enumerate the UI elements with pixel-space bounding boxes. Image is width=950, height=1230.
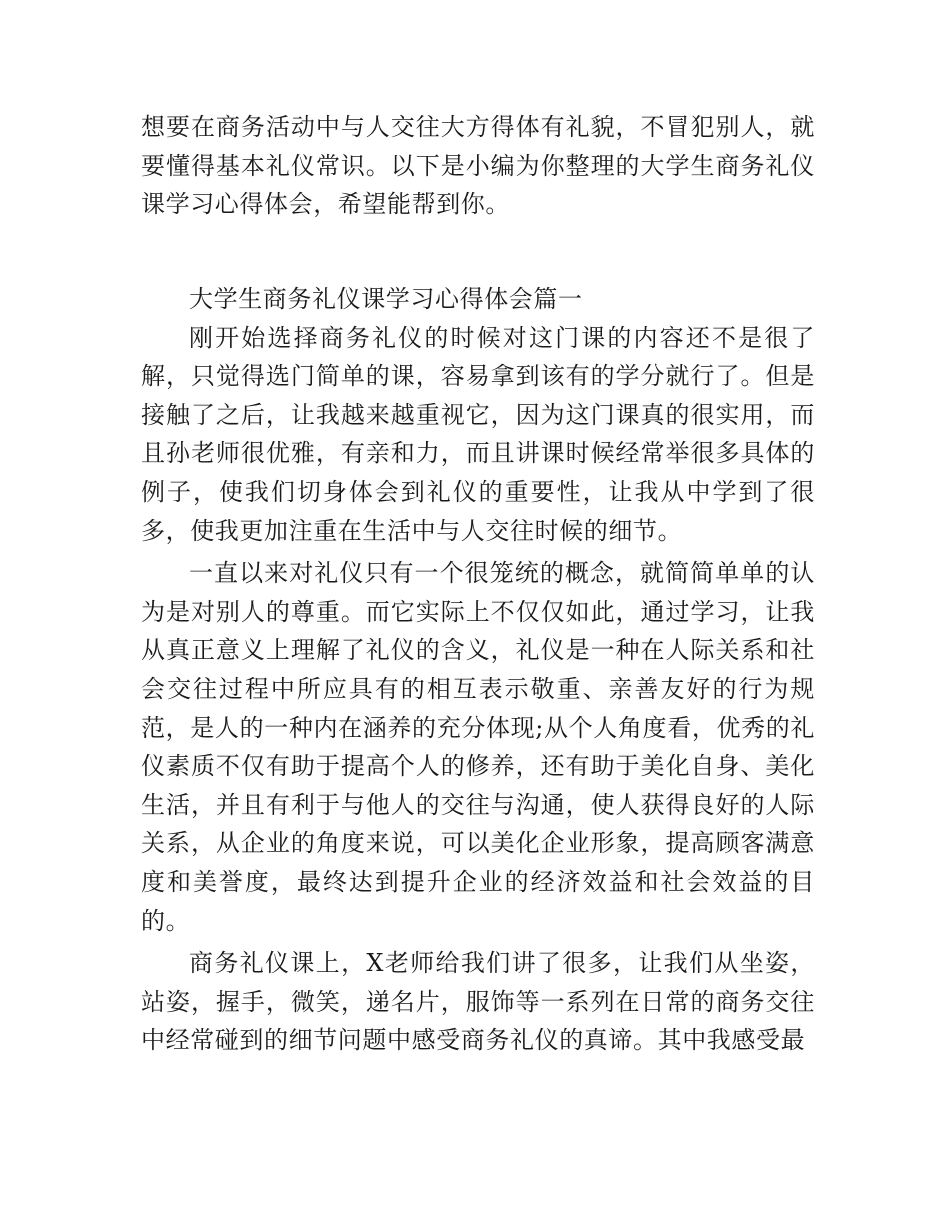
intro-paragraph: 想要在商务活动中与人交往大方得体有礼貌，不冒犯别人，就要懂得基本礼仪常识。以下是小编为你整理的大学生商务礼仪课学习心得体会，希望能帮到你。 [141, 113, 815, 219]
body-paragraph-2: 一直以来对礼仪只有一个很笼统的概念，就简简单单的认为是对别人的尊重。而它实际上不仅仅如此，通过学习，让我从真正意义上理解了礼仪的含义，礼仪是一种在人际关系和社会交往过程中所应具有的相互表示敬重、亲善友好的行为规范，是人的一种内在涵养的充分体现;从个人角度看，优秀的礼仪素质不仅有助于提高个人的修养，还有助于美化自身、美化生活，并且有利于与他人的交往与沟通，使人获得良好的人际关系，从企业的角度来说，可以美化企业形象，提高顾客满意度和美誉度，最终达到提升企业的经济效益和社会效益的目的。 [141, 559, 815, 935]
body-paragraph-1: 刚开始选择商务礼仪的时候对这门课的内容还不是很了解，只觉得选门简单的课，容易拿到该有的学分就行了。但是接触了之后，让我越来越重视它，因为这门课真的很实用，而且孙老师很优雅，有亲和力，而且讲课时候经常举很多具体的例子，使我们切身体会到礼仪的重要性，让我从中学到了很多，使我更加注重在生活中与人交往时候的细节。 [141, 323, 815, 545]
article-body [141, 280, 815, 1060]
section-title: 大学生商务礼仪课学习心得体会篇一 [189, 285, 583, 313]
body-paragraph-3: 商务礼仪课上，X老师给我们讲了很多，让我们从坐姿，站姿，握手，微笑，递名片，服饰等一系列在日常的商务交往中经常碰到的细节问题中感受商务礼仪的真谛。其中我感受最 [141, 949, 815, 1055]
intro-section [141, 108, 815, 224]
